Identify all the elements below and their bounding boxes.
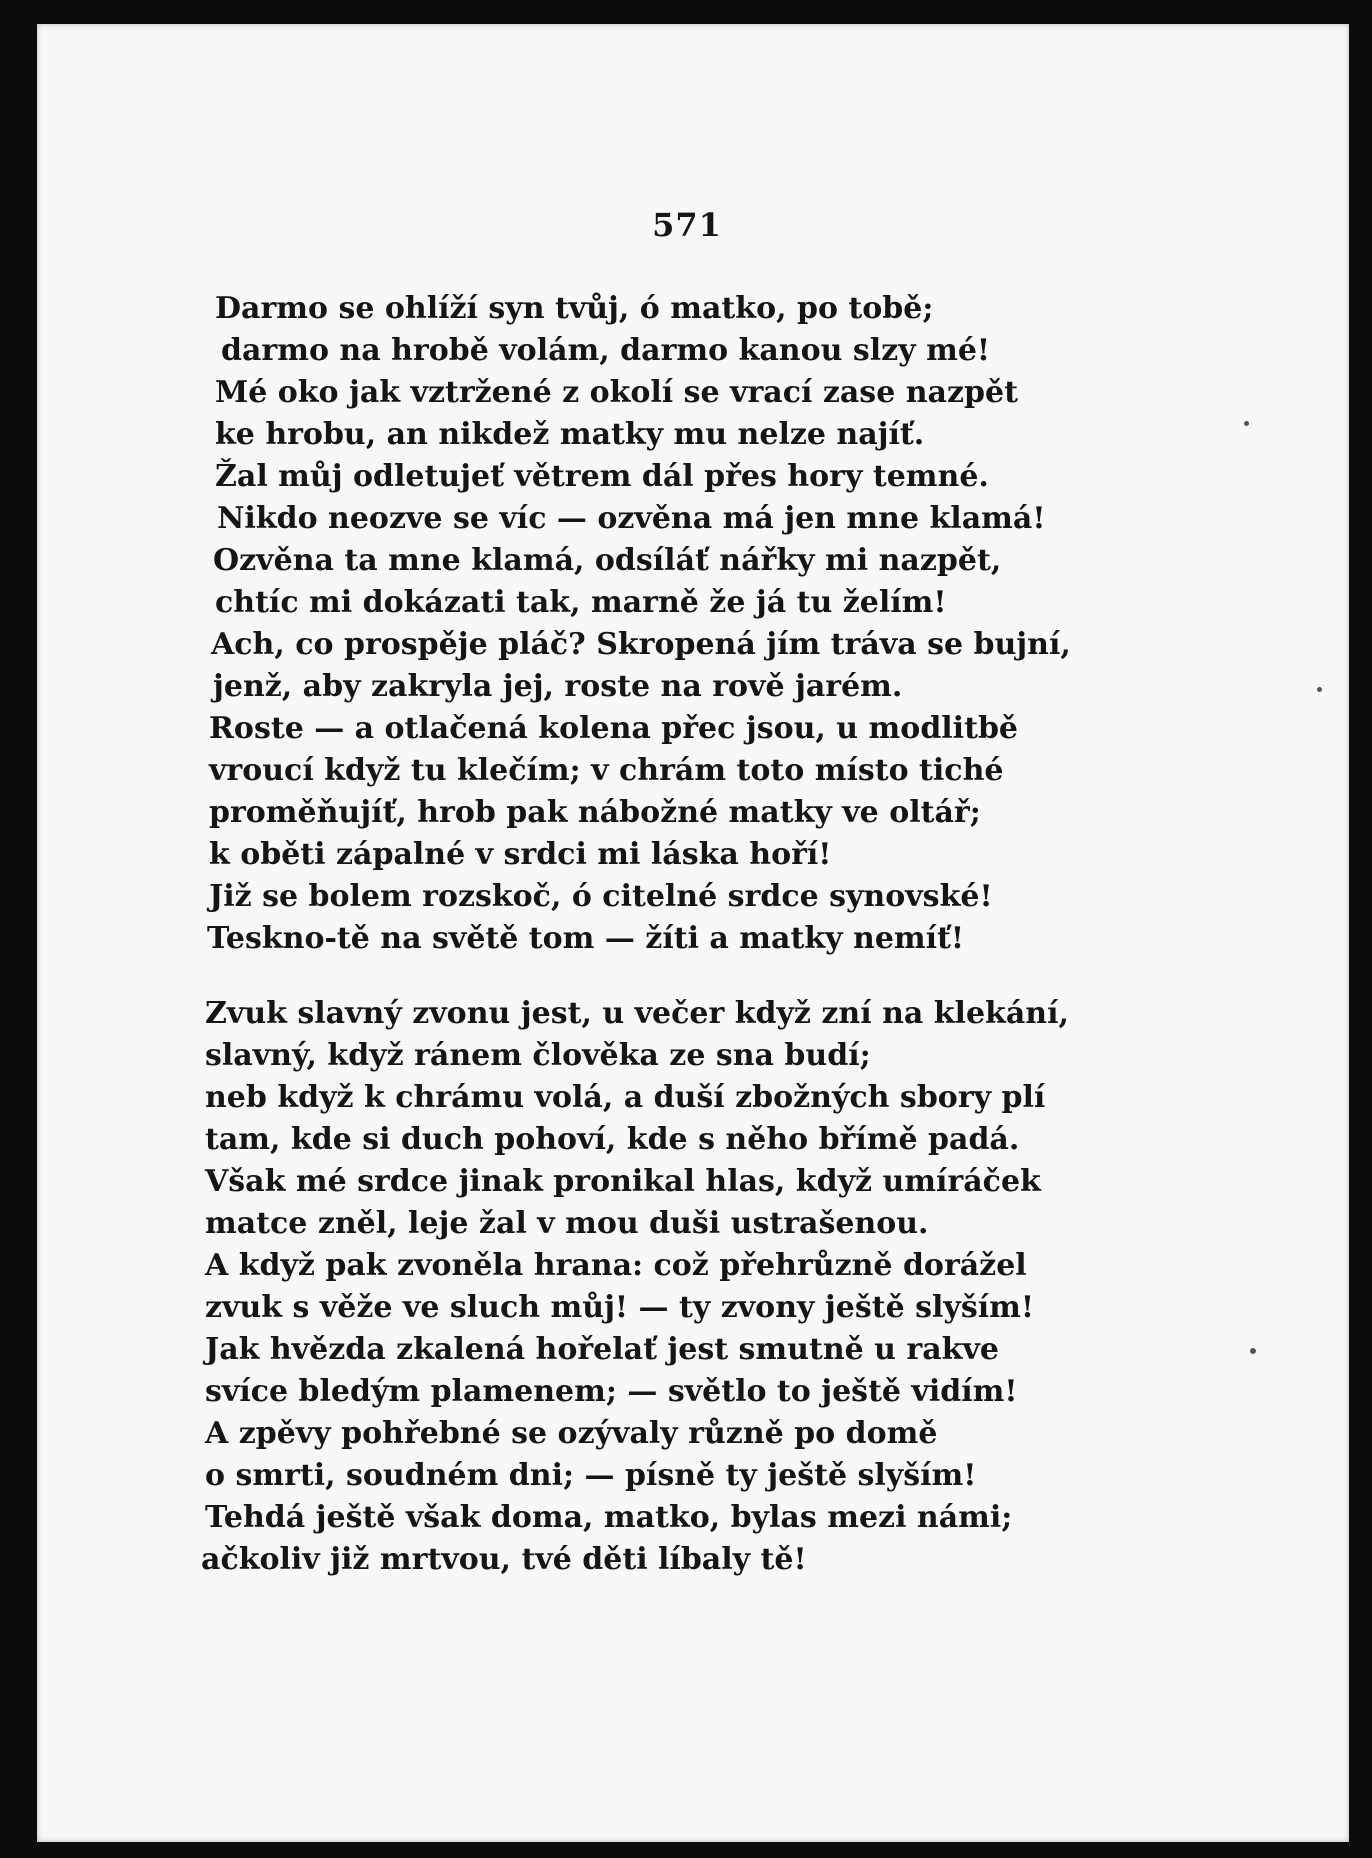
verse-line: Ach, co prospěje pláč? Skropená jím tráva se bujní, [211,627,1071,662]
verse-line: Nikdo neozve se víc — ozvěna má jen mne klamá! [217,501,1046,536]
verse-line: Mé oko jak vztržené z okolí se vrací zase nazpět [215,375,1018,410]
dust-speck [1244,421,1249,426]
verse-line: vroucí když tu klečím; v chrám toto místo tiché [209,753,1004,788]
verse-line: o smrti, soudném dni; — písně ty ještě slyším! [205,1458,977,1493]
verse-line: ačkoliv již mrtvou, tvé děti líbaly tě! [201,1542,807,1577]
verse-line: zvuk s věže ve sluch můj! — ty zvony ještě slyším! [205,1290,1035,1325]
verse-line: Jak hvězda zkalená hořelať jest smutně u rakve [205,1332,999,1367]
page-sheet [37,24,1349,1842]
dust-speck [1250,1348,1256,1354]
verse-line: Zvuk slavný zvonu jest, u večer když zní na klekání, [205,996,1069,1031]
verse-line: Žal můj odletujeť větrem dál přes hory temné. [215,459,989,494]
verse-line: chtíc mi dokázati tak, marně že já tu želím! [215,585,947,620]
verse-line: Teskno-tě na světě tom — žíti a matky nemíť! [207,921,965,956]
verse-line: Tehdá ještě však doma, matko, bylas mezi námi; [205,1500,1013,1535]
page-number: 571 [652,206,722,244]
verse-line: tam, kde si duch pohoví, kde s něho břímě padá. [205,1122,1020,1157]
verse-line: Již se bolem rozskoč, ó citelné srdce synovské! [209,879,993,914]
verse-line: slavný, když ránem člověka ze sna budí; [205,1038,871,1073]
verse-line: Ozvěna ta mne klamá, odsíláť nářky mi nazpět, [213,543,1002,578]
dust-speck [1317,687,1322,692]
verse-line: jenž, aby zakryla jej, roste na rově jarém. [213,669,903,704]
verse-line: Darmo se ohlíží syn tvůj, ó matko, po tobě; [215,291,934,326]
verse-line: darmo na hrobě volám, darmo kanou slzy mé! [221,333,991,368]
verse-line: k oběti zápalné v srdci mi láska hoří! [209,837,832,872]
verse-line: proměňujíť, hrob pak nábožné matky ve oltář; [209,795,981,830]
verse-line: Však mé srdce jinak pronikal hlas, když umíráček [205,1164,1041,1199]
verse-line: A když pak zvoněla hrana: což přehrůzně dorážel [205,1248,1027,1283]
verse-line: svíce bledým plamenem; — světlo to ještě vidím! [205,1374,1018,1409]
verse-line: ke hrobu, an nikdež matky mu nelze najíť. [215,417,925,452]
verse-line: Roste — a otlačená kolena přec jsou, u modlitbě [209,711,1019,746]
verse-line: neb když k chrámu volá, a duší zbožných sbory plí [205,1080,1046,1115]
verse-line: matce zněl, leje žal v mou duši ustrašenou. [205,1206,929,1241]
verse-line: A zpěvy pohřebné se ozývaly různě po domě [205,1416,938,1451]
